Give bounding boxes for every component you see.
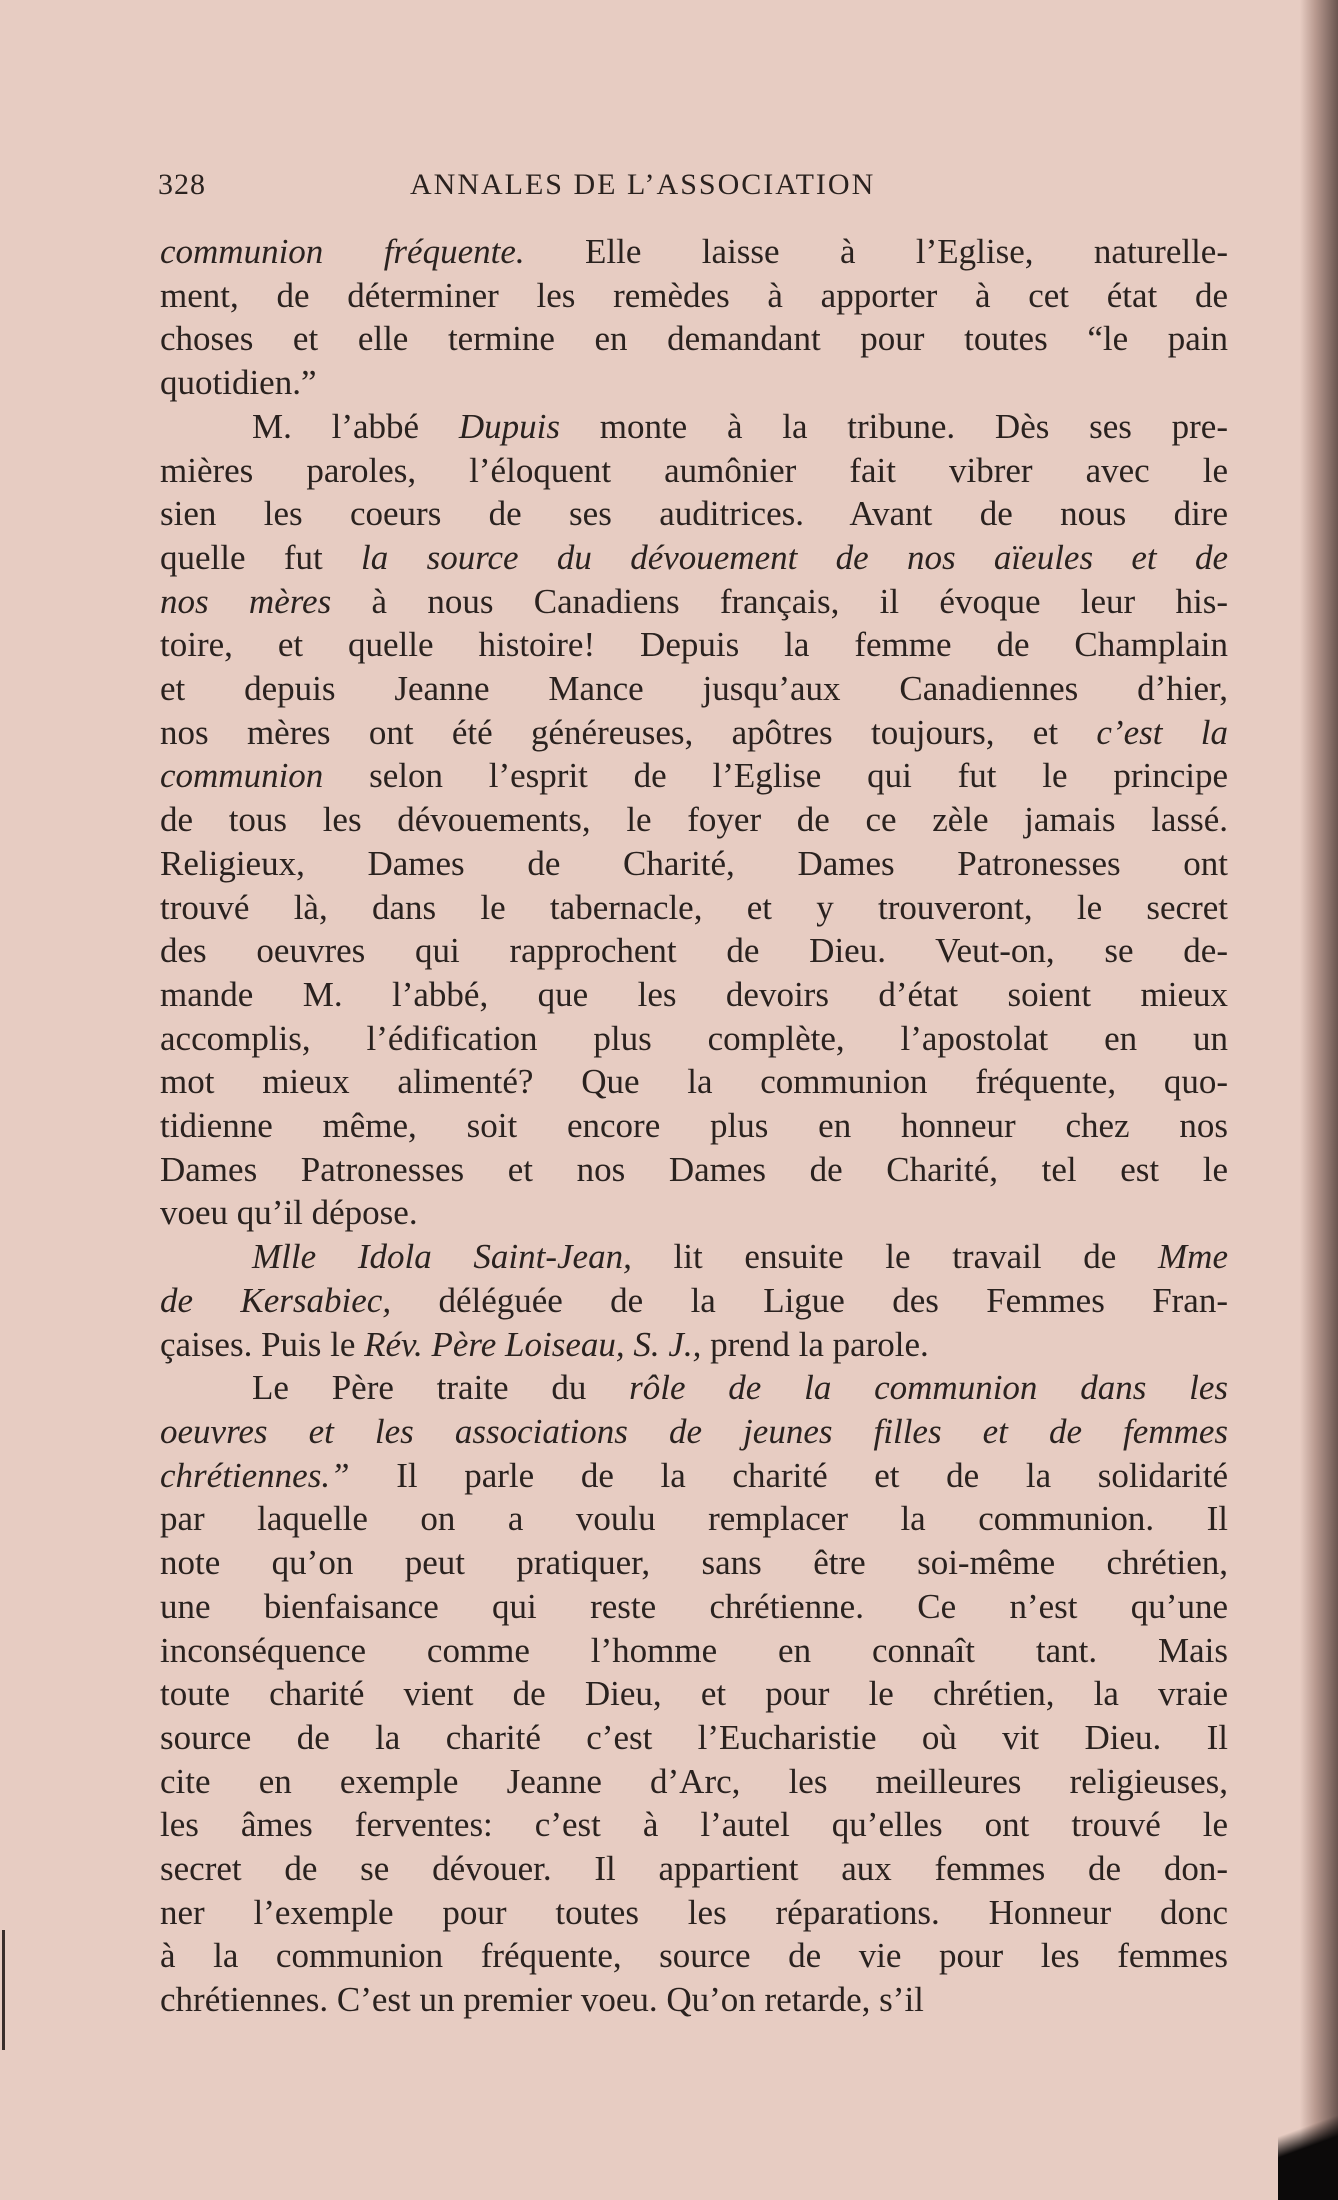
text-line <box>160 1191 1228 1235</box>
paragraph <box>160 1235 1228 1366</box>
text-run: Religieux, Dames de Charité, Dames Patronesses ont <box>160 843 1228 883</box>
text-line <box>160 929 1228 973</box>
text-run: nos mères ont été généreuses, apôtres toujours, et <box>160 712 1097 752</box>
text-line <box>160 1803 1228 1847</box>
italic-text: communion <box>160 756 324 796</box>
text-run: et depuis Jeanne Mance jusqu’aux Canadiennes d’hier, <box>160 669 1228 709</box>
paragraph <box>160 1366 1228 2022</box>
text-line <box>160 449 1228 493</box>
text-run: accomplis, l’édification plus complète, l’apostolat en un <box>160 1018 1228 1058</box>
text-line <box>160 1629 1228 1673</box>
text-line <box>160 798 1228 842</box>
text-line <box>160 1541 1228 1585</box>
text-run: çaises. Puis le <box>160 1324 365 1364</box>
text-run: à nous Canadiens français, il évoque leur his- <box>331 581 1228 621</box>
text-run: M. l’abbé <box>252 406 459 446</box>
text-run: cite en exemple Jeanne d’Arc, les meilleures religieuses, <box>160 1761 1228 1801</box>
text-line <box>160 1716 1228 1760</box>
text-line <box>160 1410 1228 1454</box>
text-line <box>160 580 1228 624</box>
text-run: à la communion fréquente, source de vie pour les femmes <box>160 1936 1228 1976</box>
page-corner-shadow <box>1278 2080 1338 2200</box>
text-run: sien les coeurs de ses auditrices. Avant de nous dire <box>160 494 1228 534</box>
italic-text: rôle de la communion dans les <box>629 1368 1228 1408</box>
text-run: prend la parole. <box>701 1324 929 1364</box>
italic-text: chrétiennes.” <box>160 1455 350 1495</box>
text-run: ner l’exemple pour toutes les réparations. Honneur donc <box>160 1892 1228 1932</box>
text-line <box>160 1497 1228 1541</box>
text-line <box>160 274 1228 318</box>
text-line <box>160 492 1228 536</box>
italic-text: la source du dévouement de nos aïeules et de <box>361 537 1228 577</box>
page-number: 328 <box>158 168 206 201</box>
text-run: mières paroles, l’éloquent aumônier fait vibrer avec le <box>160 450 1228 490</box>
text-line <box>160 1672 1228 1716</box>
text-line <box>160 1104 1228 1148</box>
text-line <box>160 886 1228 930</box>
text-line <box>160 361 1228 405</box>
text-run: toire, et quelle histoire! Depuis la femme de Champlain <box>160 625 1228 665</box>
body-text <box>160 230 1228 2022</box>
text-line <box>160 230 1228 274</box>
text-line <box>160 1891 1228 1935</box>
text-run: Le Père traite du <box>252 1368 630 1408</box>
text-line <box>160 1323 1228 1367</box>
text-line <box>160 1585 1228 1629</box>
text-run: toute charité vient de Dieu, et pour le chrétien, la vraie <box>160 1674 1228 1714</box>
text-run: mande M. l’abbé, que les devoirs d’état soient mieux <box>160 974 1228 1014</box>
text-line <box>160 842 1228 886</box>
italic-text: communion fréquente. <box>160 232 525 271</box>
text-line <box>160 1454 1228 1498</box>
text-line <box>160 1148 1228 1192</box>
italic-text: Mlle Idola Saint-Jean, <box>252 1237 632 1277</box>
text-run: quotidien.” <box>160 363 317 403</box>
text-run: quelle fut <box>160 537 362 577</box>
italic-text: nos mères <box>160 581 332 621</box>
text-run: les âmes ferventes: c’est à l’autel qu’elles ont trouvé le <box>160 1805 1228 1845</box>
text-run: une bienfaisance qui reste chrétienne. Ce n’est qu’une <box>160 1586 1228 1626</box>
text-run: par laquelle on a voulu remplacer la communion. Il <box>160 1499 1228 1539</box>
paragraph <box>160 230 1228 405</box>
text-line <box>160 1017 1228 1061</box>
text-line <box>160 623 1228 667</box>
text-line <box>160 1060 1228 1104</box>
italic-text: oeuvres et les associations de jeunes filles et de femmes <box>160 1411 1228 1451</box>
text-line <box>160 1760 1228 1804</box>
text-line <box>160 1978 1228 2022</box>
text-line <box>160 973 1228 1017</box>
text-run: Dames Patronesses et nos Dames de Charité, tel est le <box>160 1149 1228 1189</box>
italic-text: Dupuis <box>458 406 560 446</box>
text-line <box>160 1366 1228 1410</box>
text-line <box>160 1934 1228 1978</box>
text-run: lit ensuite le travail de <box>631 1237 1159 1277</box>
text-run: des oeuvres qui rapprochent de Dieu. Veut-on, se de- <box>160 931 1228 971</box>
running-title: ANNALES DE L’ASSOCIATION <box>410 168 876 201</box>
text-line <box>160 667 1228 711</box>
text-run: tidienne même, soit encore plus en honneur chez nos <box>160 1106 1228 1146</box>
text-run: secret de se dévouer. Il appartient aux femmes de don- <box>160 1849 1228 1889</box>
text-line <box>160 317 1228 361</box>
text-run: choses et elle termine en demandant pour toutes “le pain <box>160 319 1228 359</box>
text-run: note qu’on peut pratiquer, sans être soi-même chrétien, <box>160 1543 1228 1583</box>
text-run: inconséquence comme l’homme en connaît tant. Mais <box>160 1630 1228 1670</box>
text-line <box>160 1279 1228 1323</box>
italic-text: Mme <box>1158 1237 1228 1277</box>
text-run: source de la charité c’est l’Eucharistie où vit Dieu. Il <box>160 1717 1228 1757</box>
italic-text: Rév. Père Loiseau, S. J., <box>364 1324 702 1364</box>
text-run: Il parle de la charité et de la solidarité <box>349 1455 1228 1495</box>
text-line <box>160 405 1228 449</box>
text-run: selon l’esprit de l’Eglise qui fut le principe <box>323 756 1228 796</box>
page-gutter-shadow <box>1300 0 1338 2200</box>
text-run: voeu qu’il dépose. <box>160 1193 418 1233</box>
text-run: de tous les dévouements, le foyer de ce zèle jamais lassé. <box>160 800 1228 840</box>
page-header <box>158 168 1233 208</box>
text-line <box>160 1847 1228 1891</box>
paragraph <box>160 405 1228 1235</box>
text-run: Elle laisse à l’Eglise, naturelle- <box>524 232 1229 271</box>
text-line <box>160 711 1228 755</box>
text-line <box>160 1235 1228 1279</box>
left-edge-mark <box>2 1930 5 2050</box>
text-run: ment, de déterminer les remèdes à apporter à cet état de <box>160 275 1228 315</box>
text-run: déléguée de la Ligue des Femmes Fran- <box>391 1280 1228 1320</box>
text-run: chrétiennes. C’est un premier voeu. Qu’on retarde, s’il <box>160 1980 924 2020</box>
text-line <box>160 754 1228 798</box>
text-line <box>160 536 1228 580</box>
italic-text: c’est la <box>1096 712 1229 752</box>
text-run: mot mieux alimenté? Que la communion fréquente, quo- <box>160 1062 1228 1102</box>
italic-text: de Kersabiec, <box>160 1280 392 1320</box>
text-run: trouvé là, dans le tabernacle, et y trouveront, le secret <box>160 887 1228 927</box>
text-run: monte à la tribune. Dès ses pre- <box>559 406 1228 446</box>
